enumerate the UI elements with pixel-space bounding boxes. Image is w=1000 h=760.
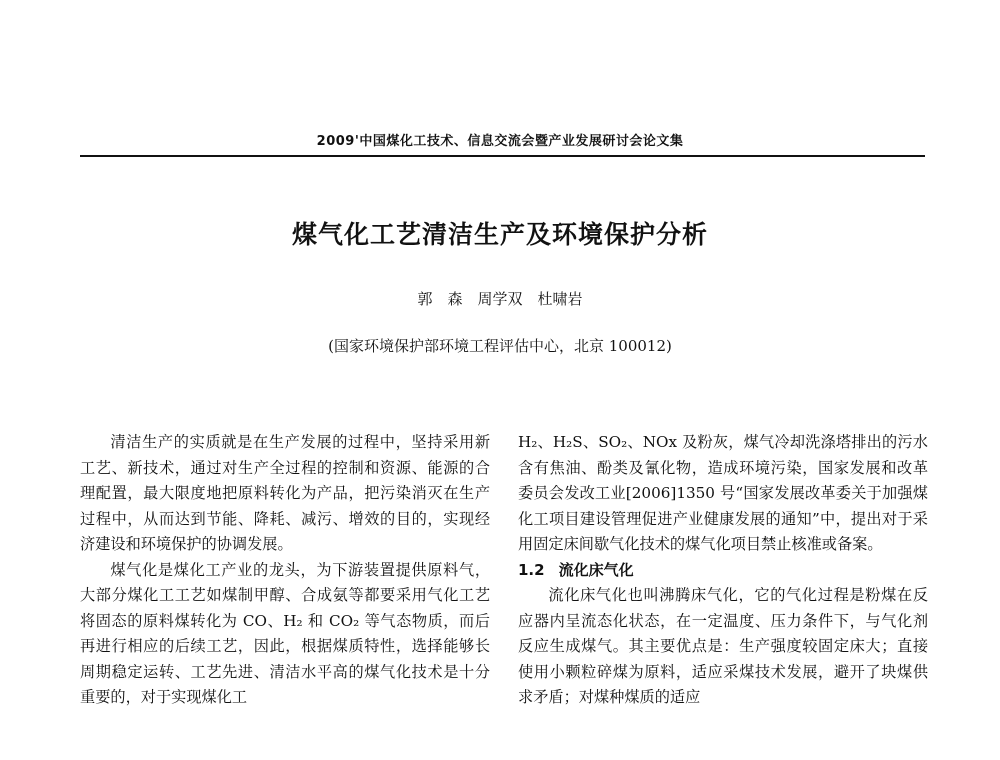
paragraph: 清洁生产的实质就是在生产发展的过程中，坚持采用新工艺、新技术，通过对生产全过程的控制和资源、能源的合理配置，最大限度地把原料转化为产品，把污染消灭在生产过程中，从而达到节能、降耗、减污、增效的目的，实现经济建设和环境保护的协调发展。 <box>80 433 490 553</box>
paragraph: 流化床气化也叫沸腾床气化，它的气化过程是粉煤在反应器内呈流态化状态，在一定温度、压力条件下，与气化剂反应生成煤气。其主要优点是：生产强度较固定床大；直接使用小颗粒碎煤为原料，适应采煤技术发展，避开了块煤供求矛盾；对煤种煤质的适应 <box>518 586 928 706</box>
paragraph: 煤气化是煤化工产业的龙头，为下游装置提供原料气，大部分煤化工工艺如煤制甲醇、合成氨等都要采用气化工艺将固态的原料煤转化为 CO、H₂ 和 CO₂ 等气态物质，而后再进行相应的后续工艺，因此，根据煤质特性，选择能够长周期稳定运转、工艺先进、清洁水平高的煤气化技术是十分重要的，对于实现煤化工 <box>80 560 490 706</box>
left-column <box>80 430 490 711</box>
paper-title: 煤气化工艺清洁生产及环境保护分析 <box>291 220 708 249</box>
section-heading <box>518 558 928 584</box>
right-column <box>518 430 928 711</box>
running-header: 2009'中国煤化工技术、信息交流会暨产业发展研讨会论文集 <box>316 134 684 149</box>
authors: 郭 森 周学双 杜啸岩 <box>417 290 583 308</box>
section-title: 流化床气化 <box>558 560 634 579</box>
header-rule <box>80 155 925 157</box>
affiliation: (国家环境保护部环境工程评估中心，北京 100012) <box>328 337 672 355</box>
paragraph-continuation: H₂、H₂S、SO₂、NOx 及粉灰，煤气冷却洗涤塔排出的污水含有焦油、酚类及氰化物，造成环境污染，国家发展和改革委员会发改工业[2006]1350 号“国家发展改革委关于加强煤化工项目建设管理促进产业健康发展的通知”中，提出对于采用固定床间歇气化技术的煤气化项目禁止核准或备案。 <box>518 433 928 553</box>
section-number: 1.2 <box>518 560 545 579</box>
